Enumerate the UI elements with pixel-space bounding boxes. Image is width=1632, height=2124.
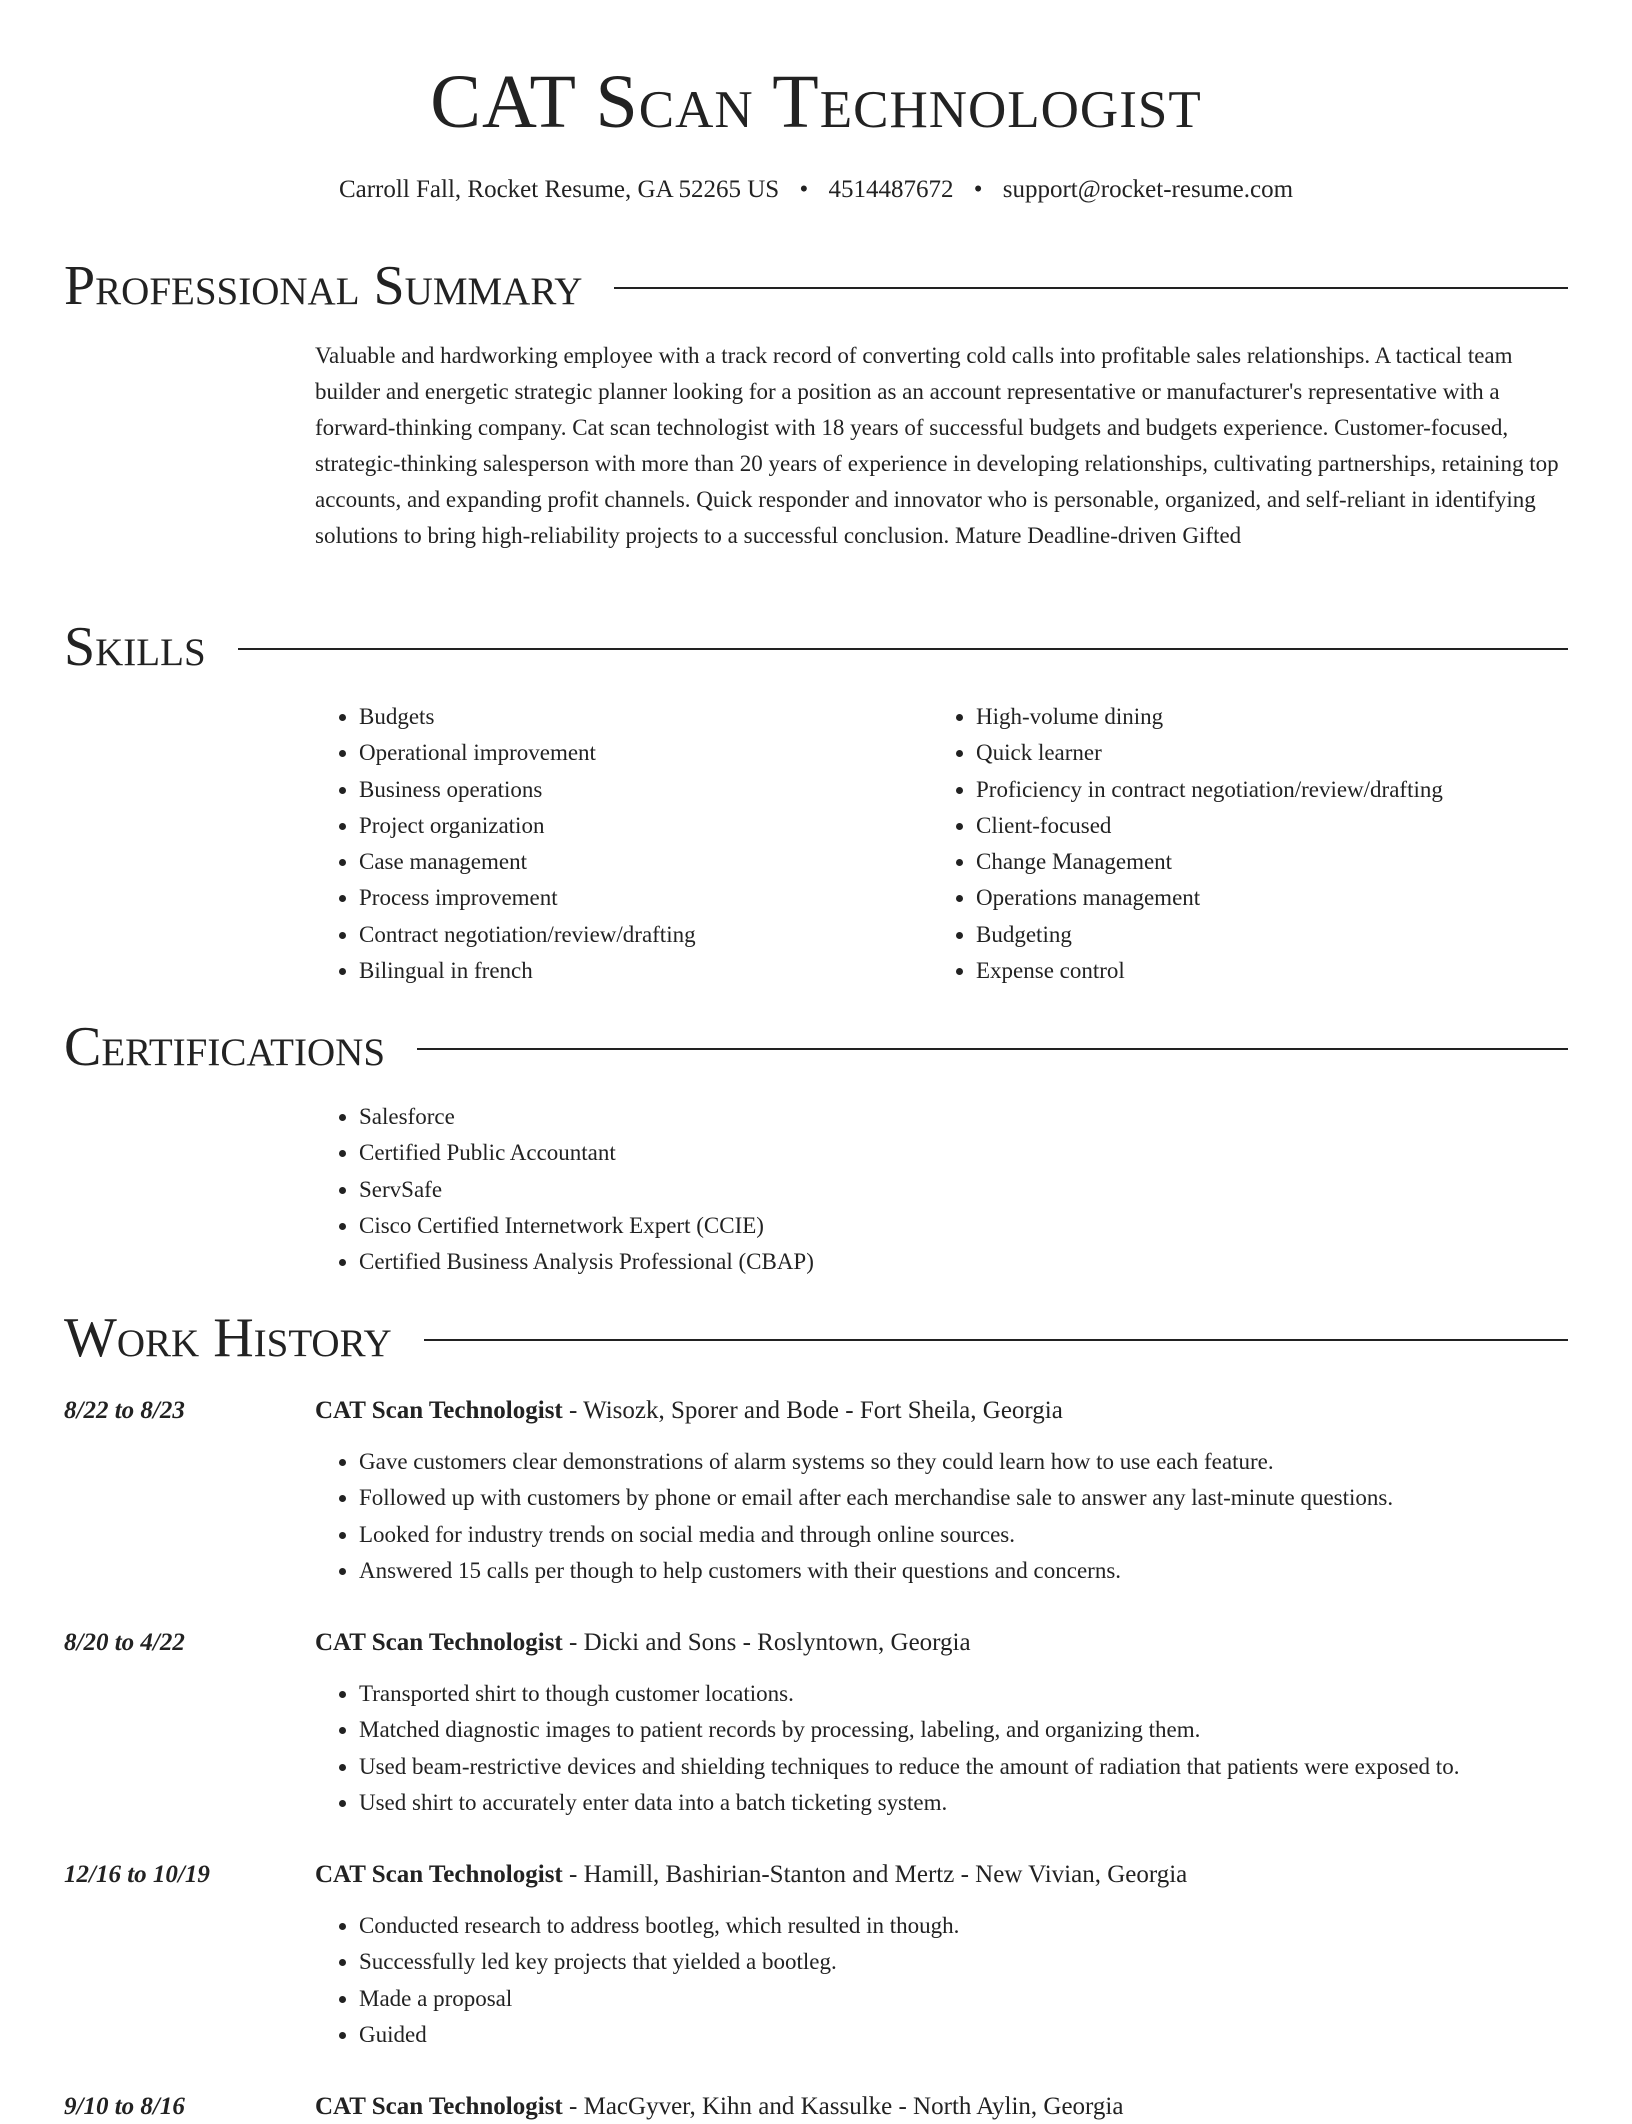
section-divider	[614, 287, 1568, 289]
summary-heading: Professional Summary	[64, 255, 583, 317]
skill-item: • Proficiency in contract negotiation/review/drafting	[976, 772, 1568, 808]
certification-item: • Certified Business Analysis Professional (CBAP)	[359, 1244, 1568, 1280]
job-employer: - Dicki and Sons - Roslyntown, Georgia	[562, 1629, 971, 1656]
contact-phone: 4514487672	[828, 176, 954, 203]
skill-item: • Budgets	[359, 699, 915, 735]
section-divider	[424, 1339, 1568, 1341]
skill-item: • Quick learner	[976, 735, 1568, 771]
skill-item: • Case management	[359, 844, 915, 880]
job-duty: • Guided	[359, 2017, 1568, 2053]
job-header	[315, 1626, 971, 1660]
contact-email: support@rocket-resume.com	[1002, 176, 1294, 203]
resume-title: CAT Scan Technologist	[430, 60, 1202, 144]
certification-item: • ServSafe	[359, 1172, 1568, 1208]
job-dates: 9/10 to 8/16	[64, 2093, 185, 2120]
job-dates: 12/16 to 10/19	[64, 1861, 210, 1888]
job-duty: • Followed up with customers by phone or email after each merchandise sale to answer any last-minute questions.	[359, 1480, 1568, 1516]
skill-item: • High-volume dining	[976, 699, 1568, 735]
section-divider	[417, 1048, 1568, 1050]
skills-section-header	[64, 615, 1568, 679]
job-duties-list	[315, 1444, 1568, 1589]
skills-column-right	[932, 699, 1568, 989]
skill-item: • Process improvement	[359, 880, 915, 916]
job-role: CAT Scan Technologist	[315, 2093, 563, 2120]
certifications-section-header	[64, 1015, 1568, 1079]
job-header	[315, 1858, 1187, 1892]
certification-item: • Cisco Certified Internetwork Expert (CCIE)	[359, 1208, 1568, 1244]
work-section-header	[64, 1306, 1568, 1370]
certification-item: • Salesforce	[359, 1099, 1568, 1135]
skill-item: • Expense control	[976, 953, 1568, 989]
job-duty: • Used beam-restrictive devices and shielding techniques to reduce the amount of radiation that patients were exposed to.	[359, 1749, 1568, 1785]
skill-item: • Business operations	[359, 772, 915, 808]
job-duty: • Used shirt to accurately enter data into a batch ticketing system.	[359, 1785, 1568, 1821]
job-duties	[315, 1444, 1568, 1589]
job-dates: 8/20 to 4/22	[64, 1629, 185, 1656]
skills-heading: Skills	[64, 616, 206, 678]
certifications-list	[315, 1099, 1568, 1280]
job-role: CAT Scan Technologist	[315, 1861, 563, 1888]
job-duty: • Conducted research to address bootleg, which resulted in though.	[359, 1908, 1568, 1944]
skills-list-right	[932, 699, 1568, 989]
job-duties	[315, 1908, 1568, 2053]
contact-separator: •	[973, 176, 983, 203]
job-employer: - Wisozk, Sporer and Bode - Fort Sheila, Georgia	[562, 1397, 1063, 1424]
job-header	[315, 2090, 1123, 2124]
job-duty: • Matched diagnostic images to patient records by processing, labeling, and organizing them.	[359, 1712, 1568, 1748]
job-duty: • Answered 15 calls per though to help customers with their questions and concerns.	[359, 1553, 1568, 1589]
certification-item: • Certified Public Accountant	[359, 1135, 1568, 1171]
job-duty: • Looked for industry trends on social media and through online sources.	[359, 1517, 1568, 1553]
summary-section-header	[64, 254, 1568, 318]
job-role: CAT Scan Technologist	[315, 1629, 563, 1656]
job-duty: • Successfully led key projects that yielded a bootleg.	[359, 1944, 1568, 1980]
job-duty: • Made a proposal	[359, 1981, 1568, 2017]
skill-item: • Client-focused	[976, 808, 1568, 844]
job-employer: - Hamill, Bashirian-Stanton and Mertz - New Vivian, Georgia	[562, 1861, 1188, 1888]
job-employer: - MacGyver, Kihn and Kassulke - North Aylin, Georgia	[562, 2093, 1124, 2120]
job-duties	[315, 1676, 1568, 1821]
job-duty: • Transported shirt to though customer locations.	[359, 1676, 1568, 1712]
section-divider	[238, 648, 1568, 650]
contact-address: Carroll Fall, Rocket Resume, GA 52265 US	[338, 176, 780, 203]
contact-line	[64, 174, 1568, 206]
skill-item: • Change Management	[976, 844, 1568, 880]
contact-separator: •	[799, 176, 809, 203]
job-role: CAT Scan Technologist	[315, 1397, 563, 1424]
skill-item: • Contract negotiation/review/drafting	[359, 917, 915, 953]
certifications-heading: Certifications	[64, 1016, 386, 1078]
skill-item: • Bilingual in french	[359, 953, 915, 989]
skill-item: • Operations management	[976, 880, 1568, 916]
job-dates: 8/22 to 8/23	[64, 1397, 185, 1424]
job-header	[315, 1394, 1063, 1428]
certifications-block	[315, 1099, 1568, 1280]
summary-text: Valuable and hardworking employee with a track record of converting cold calls into profitable sales relationships. A tactical team builder and energetic strategic planner looking for a position as an account representative or manufacturer's representative with a forward-thinking company. Cat scan technologist with 18 years of successful budgets and budgets experience. Customer-focused, strategic-thinking salesperson with more than 20 years of experience in developing relationships, cultivating partnerships, retaining top accounts, and expanding profit channels. Quick responder and innovator who is personable, organized, and self-reliant in identifying solutions to bring high-reliability projects to a successful conclusion. Mature Deadline-driven Gifted	[315, 343, 1559, 548]
job-duty: • Gave customers clear demonstrations of alarm systems so they could learn how to use each feature.	[359, 1444, 1568, 1480]
skill-item: • Budgeting	[976, 917, 1568, 953]
job-duties-list	[315, 1908, 1568, 2053]
skills-list-left	[315, 699, 915, 989]
job-duties-list	[315, 1676, 1568, 1821]
skills-column-left	[315, 699, 915, 989]
skill-item: • Project organization	[359, 808, 915, 844]
work-heading: Work History	[64, 1307, 392, 1369]
skill-item: • Operational improvement	[359, 735, 915, 771]
